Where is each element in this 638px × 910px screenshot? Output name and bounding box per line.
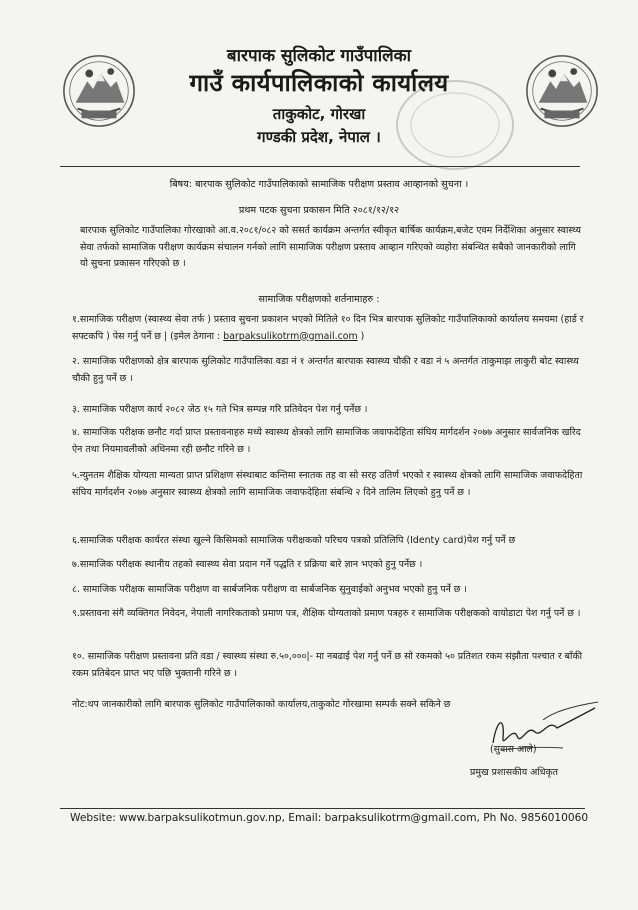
term-item-2: २. सामाजिक परीक्षणको क्षेत्र बारपाक सुलिकोट गाउँपालिका वडा नं १ अन्तर्गत बारपाक स्वास्थ्य चौकी र वडा नं ५ अन्तर्गत ताकुमाझ लाकुरी बोट स्वास्थ्य चौकी हुनु पर्ने छ । xyxy=(72,356,579,384)
term-1-end: ) xyxy=(357,330,365,342)
notice-subject: बिषय: बारपाक सुलिकोट गाउँपालिकाको सामाजिक परीक्षण प्रस्ताव आव्हानको सुचना । xyxy=(169,179,469,190)
municipality-name: बारपाक सुलिकोट गाउँपालिका xyxy=(226,46,412,66)
address-line-2: गण्डकी प्रदेश, नेपाल । xyxy=(257,128,381,146)
signatory-name: (सुवास आले) xyxy=(490,744,537,755)
footer-contact: Website: www.barpaksulikotmun.gov.np, Email: barpaksulikotrm@gmail.com, Ph No. 9856010060 xyxy=(70,812,589,824)
term-item-7: ७.सामाजिक परीक्षक स्थानीय तहको स्वास्थ्य सेवा प्रदान गर्ने पद्धति र प्रक्रिया बारे ज्ञान भएको हुनु पर्नेछ । xyxy=(72,559,423,570)
term-1-text: १.सामाजिक परीक्षण (स्वास्थ्य सेवा तर्फ ) प्रस्ताव सुचना प्रकाशन भएको मितिले १० दिन भित्र बारपाक सुलिकोट गाउँपालिकाको कार्यालय समयमा (हार्ड र सफ्टकपि ) पेस गर्नु पर्ने छ | (इमेल ठेगाना : xyxy=(72,314,584,342)
address-line-1: ताकुकोट, गोरखा xyxy=(272,105,366,123)
intro-paragraph: बारपाक सुलिकोट गाउँपालिका गोरखाको आ.व.२०८१/०८२ को ससर्त कार्यक्रम अन्तर्गत स्वीकृत बार्षिक कार्यक्रम,बजेट एवम निर्देशिका अनुसार स्वास्थ्य सेवा तर्फको सामाजिक परीक्षण कार्यक्रम संचालन गर्नको लागि सामाजिक परीक्षण प्रस्ताव आव्हान गरिएको व्यहोरा संबन्धित सबैको जानकारीको लागि यो सुचना प्रकासन गरिएको छ । xyxy=(80,225,581,269)
terms-heading: सामाजिक परीक्षणको शर्तनामाहरु : xyxy=(258,294,380,305)
footer-divider xyxy=(60,808,585,809)
letterhead xyxy=(0,0,638,160)
contact-note: नोट:थप जानकारीको लागि बारपाक सुलिकोट गाउँपालिकाको कार्यालय,ताकुकोट गोरखामा सम्पर्क सक्ने सकिने छ xyxy=(72,699,451,710)
term-1-email-link[interactable]: barpaksulikotrm@gmail.com xyxy=(223,330,358,342)
term-item-1 xyxy=(72,312,587,345)
term-item-4: ४. सामाजिक परीक्षक छनौट गर्दा प्राप्त प्रस्तावनाहरु मध्ये स्वास्थ्य क्षेत्रको लागि सामाजिक जवाफदेहिता संघिय मार्गदर्शन २०७७ अनुसार सार्वजनिक खरिद ऐन तथा नियमावलीको अधिनमा रही छनौट गरिने छ । xyxy=(72,427,581,455)
header-divider xyxy=(60,166,580,167)
term-item-3: ३. सामाजिक परीक्षण कार्य २०८२ जेठ १५ गते भित्र सम्पन्न गरि प्रतिवेदन पेश गर्नु पर्नेछ । xyxy=(72,404,368,415)
office-name: गाउँ कार्यपालिकाको कार्यालय xyxy=(189,69,449,97)
term-item-10: १०. सामाजिक परीक्षण प्रस्तावना प्रति वडा / स्वास्थ्य संस्था रु.५०,०००|- मा नबढाई पेश गर्नु पर्ने छ सो रकमको ५० प्रतिशत रकम संझौता पश्चात र बाँकी रकम प्रतिबेदन प्राप्त भए पछि भुक्तानी गरिने छ । xyxy=(72,651,583,679)
term-item-8: ८. सामाजिक परीक्षक सामाजिक परीक्षण वा सार्बजनिक परीक्षण वा सार्बजनिक सुनुवाईको अनुभव भएको हुनु पर्ने छ । xyxy=(72,584,467,595)
term-item-6: ६.सामाजिक परीक्षक कार्यरत संस्था खुल्ने किसिमको सामाजिक परीक्षकको परिचय पत्रको प्रतिलिपि (Identy card)पेश गर्नु पर्ने छ xyxy=(72,535,516,546)
term-item-9: ९.प्रस्तावना संगै व्यक्तिगत निवेदन, नेपाली नागरिकताको प्रमाण पत्र, शैक्षिक योग्यताको प्रमाण पत्रहरु र सामाजिक परीक्षकको वायोडाटा पेश गर्नु पर्ने छ । xyxy=(72,608,581,619)
term-item-5: ५.न्युनतम शैक्षिक योग्यता मान्यता प्राप्त प्रशिक्षण संस्थाबाट कन्तिमा स्नातक तह वा सो सरह उतिर्ण भएको र स्वास्थ्य क्षेत्रको लागि सामाजिक जवाफदेहिता संघिय मार्गदर्शन २०७७ अनुसार स्वास्थ्य क्षेत्रको लागि सामाजिक जवाफदेहिता संबन्धि २ दिने तालिम लिएको हुनु पर्ने छ । xyxy=(72,470,583,498)
publication-date: प्रथम पटक सुचना प्रकासन मिति २०८१/१२/१२ xyxy=(238,205,400,216)
signatory-title: प्रमुख प्रशासकीय अधिकृत xyxy=(470,767,559,778)
